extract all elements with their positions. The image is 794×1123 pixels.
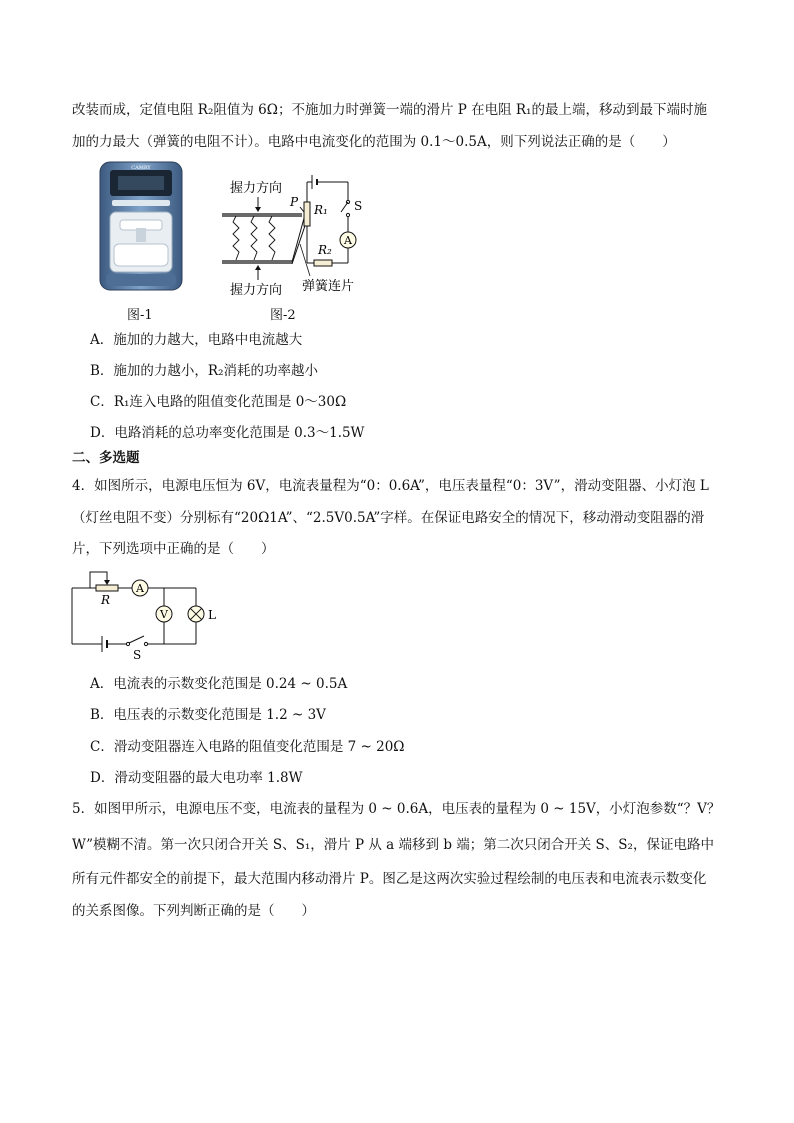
figure2-caption: 图-2 xyxy=(270,308,296,323)
q3-option-b[interactable]: B．施加的力越小，R₂消耗的功率越小 xyxy=(90,363,318,379)
q3-option-d[interactable]: D．电路消耗的总功率变化范围是 0.3～1.5W xyxy=(90,425,365,441)
q4-text-line3: 片，下列选项中正确的是（ ） xyxy=(72,541,275,557)
q5-text-line3: 所有元件都安全的前提下，最大范围内移动滑片 P。图乙是这两次实验过程绘制的电压表和电流表示数变化 xyxy=(72,871,707,887)
q4-text-line2: （灯丝电阻不变）分别标有“20Ω1A”、“2.5V0.5A”字样。在保证电路安全的情况下，移动滑动变阻器的滑 xyxy=(72,510,705,526)
q5-text-line2: W”模糊不清。第一次只闭合开关 S、S₁，滑片 P 从 a 端移到 b 端；第二次只闭合开关 S、S₂，保证电路中 xyxy=(72,837,714,853)
q4-option-a[interactable]: A．电流表的示数变化范围是 0.24 ~ 0.5A xyxy=(90,676,348,692)
slider-p-label: P xyxy=(290,195,299,209)
q4-switch-label: S xyxy=(133,648,142,662)
force-direction-top-label: 握力方向 xyxy=(230,181,283,196)
r2-label: R₂ xyxy=(318,243,332,257)
rheostat-r-label: R xyxy=(101,593,111,607)
q4-voltmeter-label: V xyxy=(160,608,168,621)
figure2-schematic xyxy=(214,172,374,298)
switch-s-label: S xyxy=(354,199,363,213)
q4-option-d[interactable]: D．滑动变阻器的最大电功率 1.8W xyxy=(90,770,303,786)
q4-text-line1: 4．如图所示，电源电压恒为 6V，电流表量程为“0：0.6A”，电压表量程“0：3V”，滑动变阻器、小灯泡 L xyxy=(72,478,709,494)
device-brand: CAMRY xyxy=(131,165,151,171)
section-multi-choice-heading: 二、多选题 xyxy=(72,450,140,466)
q4-circuit-diagram xyxy=(66,566,236,662)
force-direction-bottom-label: 握力方向 xyxy=(230,283,283,298)
q4-lamp-label: L xyxy=(208,608,216,622)
q4-option-c[interactable]: C．滑动变阻器连入电路的阻值变化范围是 7 ~ 20Ω xyxy=(90,739,405,755)
ammeter-a-label: A xyxy=(344,234,352,247)
q3-text-line2: 加的力最大（弹簧的电阻不计）。电路中电流变化的范围为 0.1～0.5A，则下列说法正确的是（ ） xyxy=(72,134,676,150)
q5-text-line1: 5．如图甲所示，电源电压不变，电流表的量程为 0 ~ 0.6A，电压表的量程为 0 ~ 15V，小灯泡参数“？V？ xyxy=(72,801,721,817)
q3-option-c[interactable]: C．R₁连入电路的阻值变化范围是 0～30Ω xyxy=(90,394,347,410)
spring-link-label: 弹簧连片 xyxy=(302,279,355,294)
q3-text-line1: 改装而成，定值电阻 R₂阻值为 6Ω；不施加力时弹簧一端的滑片 P 在电阻 R₁的最上端，移动到最下端时施 xyxy=(72,102,707,118)
grip-dynamometer-image xyxy=(98,160,184,292)
q5-text-line4: 的关系图像。下列判断正确的是（ ） xyxy=(72,903,315,919)
r1-label: R₁ xyxy=(314,203,328,217)
q4-option-b[interactable]: B．电压表的示数变化范围是 1.2 ~ 3V xyxy=(90,707,326,723)
q4-ammeter-label: A xyxy=(136,582,144,595)
figure1-caption: 图-1 xyxy=(127,308,153,323)
q3-option-a[interactable]: A．施加的力越大，电路中电流越大 xyxy=(90,332,303,348)
